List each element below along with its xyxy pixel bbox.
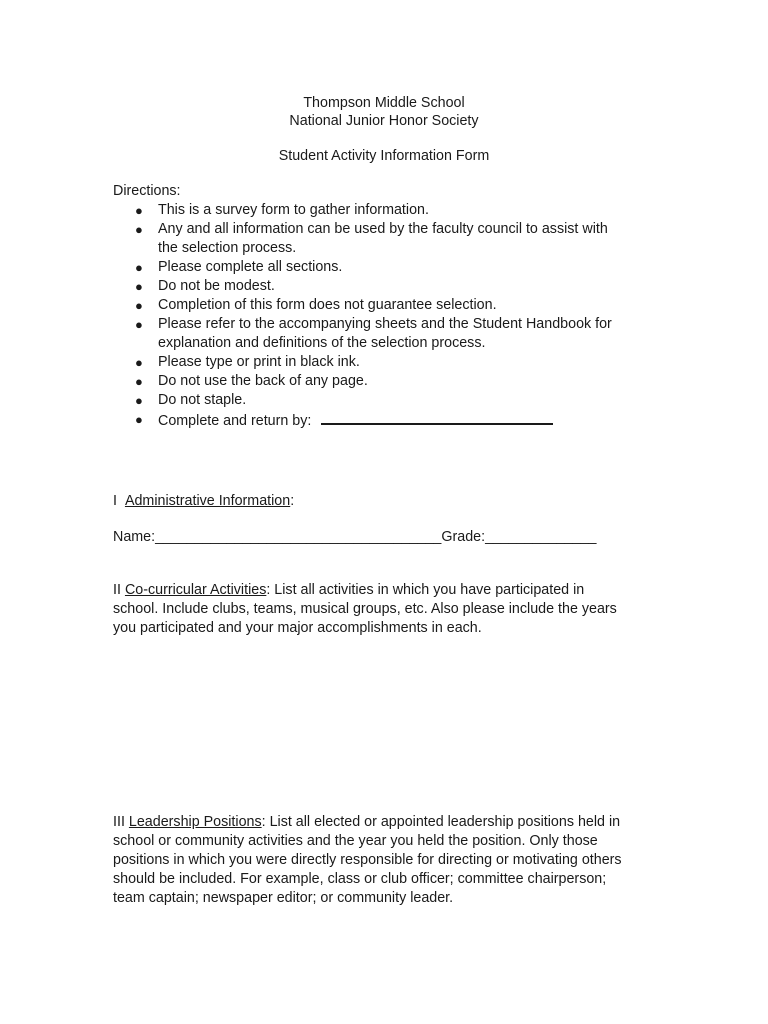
directions-item: [113, 296, 658, 315]
paragraph-line: you participated and your major accomplishments in each.: [113, 620, 482, 636]
section-co-curricular: II Co-curricular Activities: List all activities in which you have participated in school. Include clubs, teams, musical groups, etc. Also please include the years you participated and your major accomplishments in each.: [113, 581, 673, 638]
directions-list: [113, 201, 673, 431]
bullet-icon: ●: [135, 203, 143, 218]
school-name: Thompson Middle School: [303, 95, 465, 111]
bullet-icon: ●: [135, 374, 143, 389]
grade-label: Grade:: [441, 529, 486, 545]
bullet-icon: ●: [135, 260, 143, 275]
bullet-icon: ●: [135, 412, 143, 427]
name-label: Name:: [113, 529, 156, 545]
bullet-icon: ●: [135, 279, 143, 294]
section-title: Administrative Information: [124, 493, 291, 509]
section-leadership: III Leadership Positions: List all elected or appointed leadership positions held in school or community activities and the year you held the position. Only those positions in which you were directly responsible for directing or motivating others should be included. For example, class or club officer; committee chairperson; team captain; newspaper editor; or community leader.: [113, 813, 673, 908]
directions-item-text: Please complete all sections.: [158, 259, 343, 275]
directions-item-text: the selection process.: [158, 240, 297, 256]
paragraph-line: positions in which you were directly responsible for directing or motivating others: [113, 852, 622, 868]
bullet-icon: ●: [135, 222, 143, 237]
directions-item-text: Please refer to the accompanying sheets and the Student Handbook for: [158, 316, 612, 332]
bullet-icon: ●: [135, 355, 143, 370]
bullet-icon: ●: [135, 317, 143, 332]
name-grade-row: [113, 528, 673, 547]
directions-item-text: Complete and return by:: [158, 413, 312, 429]
directions-item-text: This is a survey form to gather information.: [158, 202, 429, 218]
section-numeral: II: [113, 582, 121, 598]
bullet-icon: ●: [135, 298, 143, 313]
paragraph-line: should be included. For example, class or club officer; committee chairperson;: [113, 871, 607, 887]
directions-item: [113, 201, 658, 220]
directions-item: [113, 258, 658, 277]
directions-item: [113, 372, 658, 391]
directions-item-text: Do not be modest.: [158, 278, 275, 294]
directions-item: [113, 410, 658, 431]
paragraph-line: school or community activities and the year you held the position. Only those: [113, 833, 598, 849]
directions-item-text: Do not use the back of any page.: [158, 373, 368, 389]
directions-item: [113, 277, 658, 296]
directions-item-text: Any and all information can be used by the faculty council to assist with: [158, 221, 608, 237]
directions-item: [113, 391, 658, 410]
section-numeral: I: [113, 493, 117, 509]
grade-field[interactable]: ______________: [485, 529, 597, 545]
paragraph-line: school. Include clubs, teams, musical groups, etc. Also please include the years: [113, 601, 617, 617]
society-name: National Junior Honor Society: [289, 113, 479, 129]
directions-item-text: Completion of this form does not guarantee selection.: [158, 297, 497, 313]
directions-item-text: Please type or print in black ink.: [158, 354, 360, 370]
directions-label: Directions:: [113, 183, 181, 199]
form-title: Student Activity Information Form: [278, 148, 490, 164]
section-numeral: III: [113, 814, 125, 830]
return-date-field[interactable]: [321, 410, 553, 425]
section-title: Leadership Positions: [128, 814, 262, 830]
section-administrative: I Administrative Information:: [113, 493, 295, 509]
section-title: Co-curricular Activities: [124, 582, 267, 598]
directions-section: [113, 182, 673, 431]
directions-item: [113, 315, 658, 353]
directions-item-text: explanation and definitions of the selection process.: [158, 335, 486, 351]
directions-item-text: Do not staple.: [158, 392, 247, 408]
paragraph-line: team captain; newspaper editor; or community leader.: [113, 890, 454, 906]
directions-item: [113, 220, 658, 258]
directions-item: [113, 353, 658, 372]
bullet-icon: ●: [135, 393, 143, 408]
name-field[interactable]: ____________________________________: [155, 529, 442, 545]
